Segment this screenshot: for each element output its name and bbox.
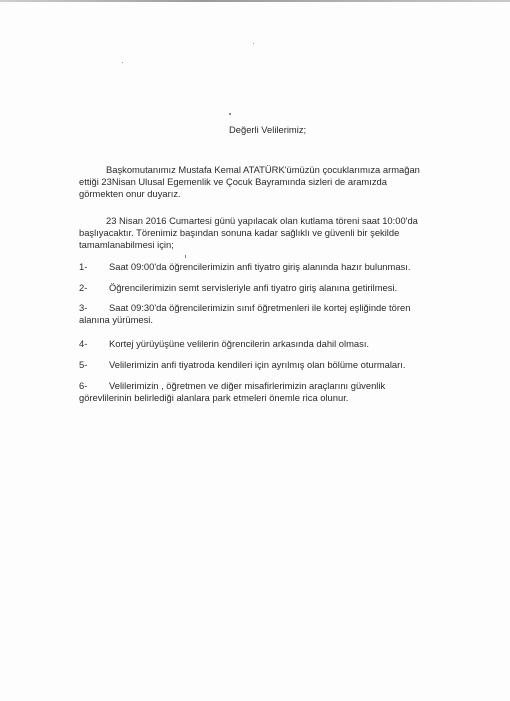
list-item-text: Öğrencilerimizin semt servisleriyle anfi tiyatro giriş alanına getirilmesi. bbox=[109, 282, 398, 293]
scan-speck bbox=[253, 43, 254, 44]
list-item-number: 2- bbox=[79, 282, 88, 293]
list-item-text: Saat 09:00'da öğrencilerimizin anfi tiyatro giriş alanında hazır bulunması. bbox=[109, 261, 411, 272]
list-item-number: 5- bbox=[79, 359, 88, 370]
list-item-text: Velilerimizin , öğretmen ve diğer misafirlerimizin araçlarını güvenlik bbox=[109, 380, 386, 391]
list-item-text: Kortej yürüyüşüne velilerin öğrencilerin arkasında dahil olması. bbox=[109, 338, 370, 349]
paragraph-line: görmekten onur duyarız. bbox=[79, 188, 181, 199]
list-item-number: 4- bbox=[79, 338, 88, 349]
paragraph-line: tamamlanabilmesi için; bbox=[79, 239, 174, 250]
scan-speck bbox=[185, 255, 186, 258]
salutation: Değerli Velilerimiz; bbox=[229, 124, 307, 135]
list-item-text: Saat 09:30'da öğrencilerimizin sınıf öğretmenleri ile kortej eşliğinde tören bbox=[109, 302, 411, 313]
list-item-number: 6- bbox=[79, 380, 88, 391]
list-item-continuation: alanına yürümesi. bbox=[79, 314, 153, 325]
paragraph-intro bbox=[79, 164, 420, 200]
list-item-number: 3- bbox=[79, 302, 88, 313]
scan-speck bbox=[229, 113, 231, 115]
list-item-number: 1- bbox=[79, 261, 88, 272]
list-item-continuation: görevlilerinin belirlediği alanlara park etmeleri önemle rica olunur. bbox=[79, 392, 349, 403]
scan-speck bbox=[122, 62, 123, 63]
paragraph-line: Başkomutanımız Mustafa Kemal ATATÜRK'ümüzün çocuklarımıza armağan bbox=[106, 164, 420, 175]
list-item-text: Velilerimizin anfi tiyatroda kendileri için ayrılmış olan bölüme oturmaları. bbox=[109, 359, 406, 370]
paragraph-ceremony bbox=[79, 215, 418, 251]
paragraph-line: ettiği 23Nisan Ulusal Egemenlik ve Çocuk Bayramında sizleri de aramızda bbox=[79, 176, 387, 187]
paragraph-line: başlıyacaktır. Törenimiz başından sonuna kadar sağlıklı ve güvenli bir şekilde bbox=[79, 227, 400, 238]
paragraph-line: 23 Nisan 2016 Cumartesi günü yapılacak olan kutlama töreni saat 10:00'da bbox=[106, 215, 418, 226]
scan-top-edge bbox=[0, 0, 510, 2]
